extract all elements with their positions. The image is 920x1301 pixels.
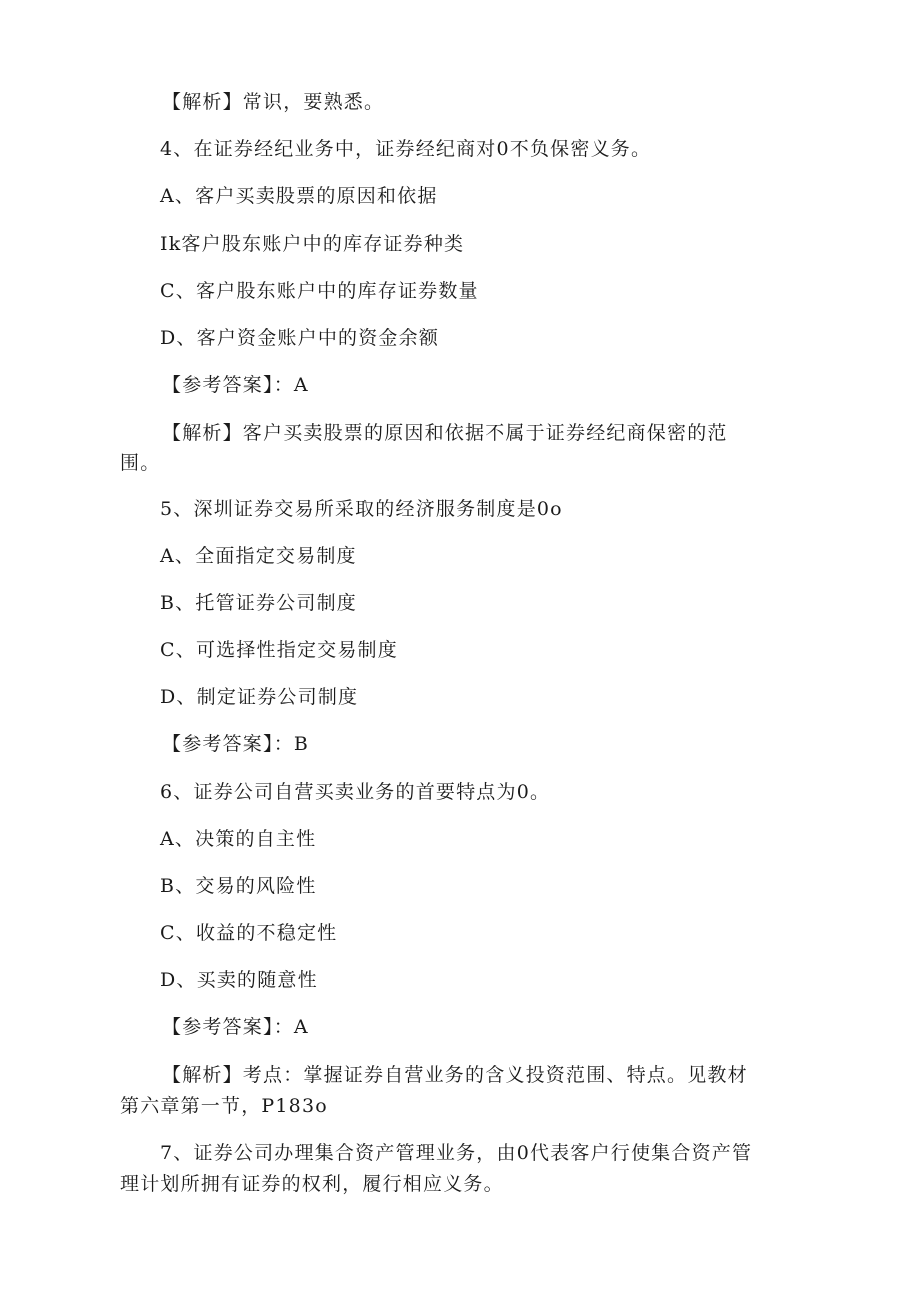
question-5: 5、深圳证券交易所采取的经济服务制度是0o [160, 498, 563, 520]
analysis-q4: 【解析】客户买卖股票的原因和依据不属于证券经纪商保密的范 [162, 422, 728, 444]
question-7: 7、证券公司办理集合资产管理业务，由0代表客户行使集合资产管 [160, 1142, 753, 1164]
answer-q5: 【参考答案】：B [162, 733, 310, 755]
option-d-q6: D、买卖的随意性 [160, 969, 318, 991]
question-6: 6、证券公司自营买卖业务的首要特点为0。 [160, 781, 551, 803]
option-a-q5: A、全面指定交易制度 [160, 545, 357, 567]
option-c-q4: C、客户股东账户中的库存证券数量 [160, 280, 479, 302]
analysis-q6-cont: 第六章第一节，P183o [120, 1095, 328, 1117]
answer-q4: 【参考答案】：A [162, 374, 309, 396]
option-c-q5: C、可选择性指定交易制度 [160, 639, 398, 661]
question-7-cont: 理计划所拥有证券的权利，履行相应义务。 [120, 1173, 504, 1195]
option-a-q4: A、客户买卖股票的原因和依据 [160, 185, 438, 207]
analysis-q4-cont: 围。 [120, 452, 161, 474]
option-b-q6: B、交易的风险性 [160, 875, 317, 897]
question-4: 4、在证券经纪业务中，证券经纪商对0不负保密义务。 [160, 138, 652, 160]
analysis-q6: 【解析】考点：掌握证券自营业务的含义投资范围、特点。见教材 [162, 1064, 748, 1086]
analysis-q3: 【解析】常识，要熟悉。 [162, 91, 385, 113]
option-d-q5: D、制定证券公司制度 [160, 686, 359, 708]
option-b-q4: Ik客户股东账户中的库存证券种类 [160, 233, 465, 255]
option-b-q5: B、托管证券公司制度 [160, 592, 357, 614]
option-a-q6: A、决策的自主性 [160, 828, 317, 850]
option-c-q6: C、收益的不稳定性 [160, 922, 338, 944]
option-d-q4: D、客户资金账户中的资金余额 [160, 327, 440, 349]
answer-q6: 【参考答案】：A [162, 1016, 309, 1038]
